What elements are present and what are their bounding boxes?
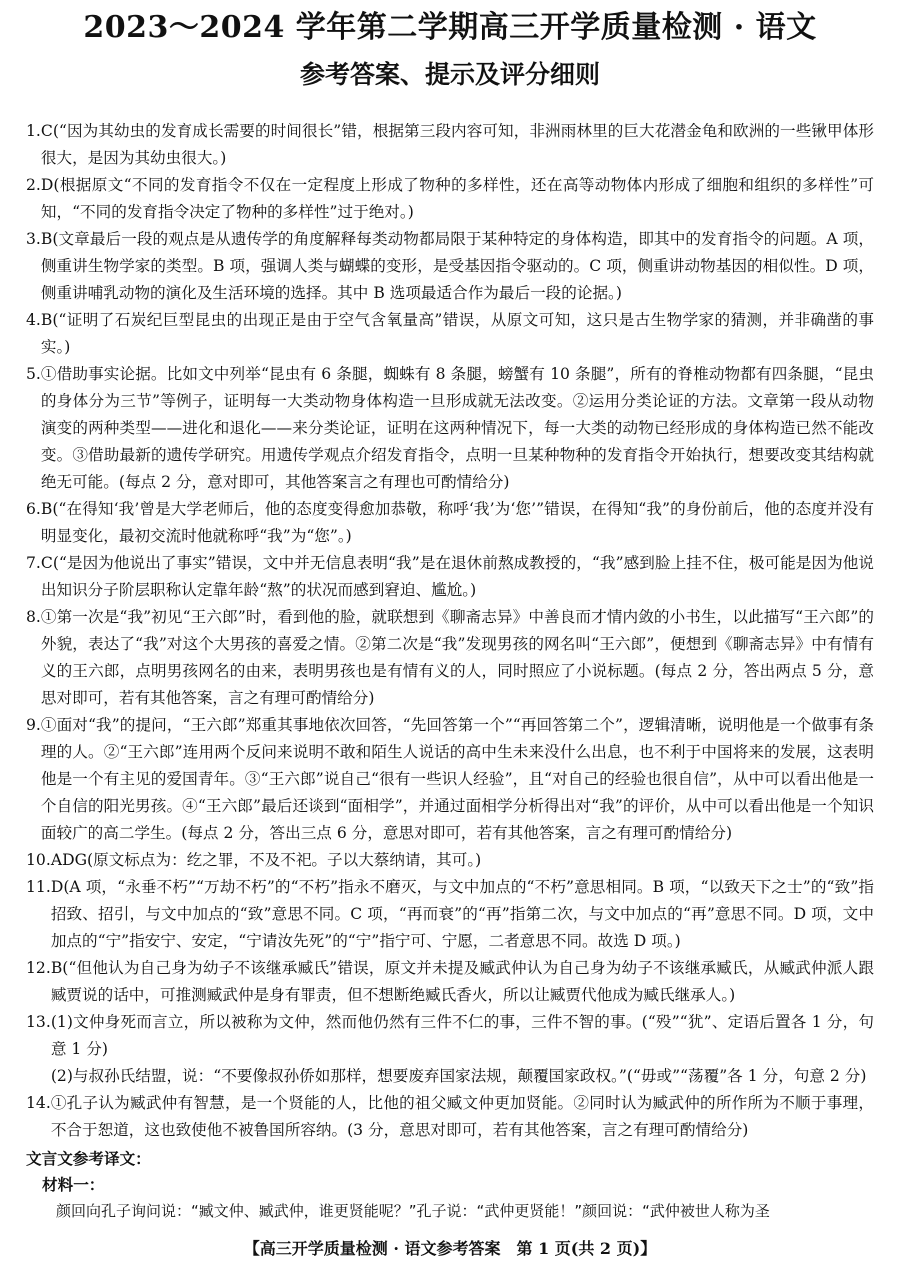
answer-text: C(“因为其幼虫的发育成长需要的时间很长”错，根据第三段内容可知，非洲雨林里的巨大花潜金龟和欧洲的一些锹甲体形很大，是因为其幼虫很大。)	[40, 122, 874, 167]
answer-item	[26, 712, 874, 847]
answer-number: 8.	[26, 608, 41, 626]
answer-item	[26, 955, 874, 1009]
answer-number: 7.	[26, 554, 41, 572]
answer-item	[26, 307, 874, 361]
answer-text: D(A 项，“永垂不朽”“万劫不朽”的“不朽”指永不磨灭，与文中加点的“不朽”意思相同。B 项，“以致天下之士”的“致”指招致、招引，与文中加点的“致”意思不同。C 项，“再而衰”的“再”指第二次，与文中加点的“再”意思不同。D 项，文中加点的“宁”指安宁、安定，“宁请汝先死”的“宁”指宁可、宁愿，二者意思不同。故选 D 项。)	[50, 878, 874, 950]
answer-number: 11.	[26, 878, 51, 896]
answer-number: 6.	[26, 500, 41, 518]
answer-text: B(“在得知‘我’曾是大学老师后，他的态度变得愈加恭敬，称呼‘我’为‘您’”错误，在得知“我”的身份前后，他的态度并没有明显变化，最初交流时他就称呼“我”为“您”。)	[40, 500, 874, 545]
answer-item	[26, 847, 874, 874]
material-label: 材料一：	[42, 1175, 105, 1194]
document-subtitle: 参考答案、提示及评分细则	[299, 60, 600, 89]
answer-text: (1)文仲身死而言立，所以被称为文仲，然而他仍然有三件不仁的事，三件不智的事。(“殁”“犹”、定语后置各 1 分，句意 1 分)	[50, 1013, 874, 1058]
answer-item	[26, 172, 874, 226]
answer-number: 2.	[26, 176, 41, 194]
translation-section	[26, 1146, 874, 1224]
answer-number: 4.	[26, 311, 41, 329]
answer-item	[26, 361, 874, 496]
answer-text-part2: (2)与叔孙氏结盟，说：“不要像叔孙侨如那样，想要废弃国家法规，颠覆国家政权。”(“毋或”“荡覆”各 1 分，句意 2 分)	[50, 1067, 867, 1085]
answer-number: 12.	[26, 959, 51, 977]
answer-text: B(“但他认为自己身为幼子不该继承臧氏”错误，原文并未提及臧武仲认为自己身为幼子不该继承臧氏，从臧武仲派人跟臧贾说的话中，可推测臧武仲是身有罪责，但不想断绝臧氏香火，所以让臧贾代他成为臧氏继承人。)	[50, 959, 874, 1004]
answer-text: ①第一次是“我”初见“王六郎”时，看到他的脸，就联想到《聊斋志异》中善良而才情内敛的小书生，以此描写“王六郎”的外貌，表达了“我”对这个大男孩的喜爱之情。②第二次是“我”发现男孩的网名叫“王六郎”，便想到《聊斋志异》中有情有义的王六郎，点明男孩网名的由来，表明男孩也是有情有义的人，同时照应了小说标题。(每点 2 分，答出两点 5 分，意思对即可，若有其他答案，言之有理可酌情给分)	[40, 608, 874, 707]
answer-number: 1.	[26, 122, 41, 140]
answer-number: 3.	[26, 230, 41, 248]
answer-item	[26, 550, 874, 604]
document-title: 2023～2024 学年第二学期高三开学质量检测 · 语文	[83, 10, 817, 45]
answer-item	[26, 1090, 874, 1144]
answer-item	[26, 226, 874, 307]
answer-item	[26, 604, 874, 712]
answer-text: ①面对“我”的提问，“王六郎”郑重其事地依次回答，“先回答第一个”“再回答第二个”，逻辑清晰，说明他是一个做事有条理的人。②“王六郎”连用两个反问来说明不敢和陌生人说话的高中生未来没什么出息，也不利于中国将来的发展，这表明他是一个有主见的爱国青年。③“王六郎”说自己“很有一些识人经验”，且“对自己的经验也很自信”，从中可以看出他是一个自信的阳光男孩。④“王六郎”最后还谈到“面相学”，并通过面相学分析得出对“我”的评价，从中可以看出他是一个知识面较广的高二学生。(每点 2 分，答出三点 6 分，意思对即可，若有其他答案，言之有理可酌情给分)	[40, 716, 874, 842]
answer-list	[26, 118, 874, 1144]
answer-number: 13.	[26, 1013, 51, 1031]
translation-heading: 文言文参考译文：	[26, 1149, 151, 1168]
page-footer: 【高三开学质量检测 · 语文参考答案 第 1 页(共 2 页)】	[243, 1239, 657, 1258]
answer-text: ADG(原文标点为：纥之罪，不及不祀。子以大蔡纳请，其可。)	[50, 851, 482, 869]
answer-item	[26, 1009, 874, 1090]
answer-text: B(文章最后一段的观点是从遗传学的角度解释每类动物都局限于某种特定的身体构造，即其中的发育指令的问题。A 项，侧重讲生物学家的类型。B 项，强调人类与蝴蝶的变形，是受基因指令驱动的。C 项，侧重讲动物基因的相似性。D 项，侧重讲哺乳动物的演化及生活环境的选择。其中 B 选项最适合作为最后一段的论据。)	[40, 230, 874, 302]
answer-number: 5.	[26, 365, 41, 383]
translation-text: 颜回向孔子询问说：“臧文仲、臧武仲，谁更贤能呢？”孔子说：“武仲更贤能！”颜回说：“武仲被世人称为圣	[56, 1202, 770, 1220]
answer-number: 9.	[26, 716, 41, 734]
answer-text: ①借助事实论据。比如文中列举“昆虫有 6 条腿，蜘蛛有 8 条腿，螃蟹有 10 条腿”，所有的脊椎动物都有四条腿，“昆虫的身体分为三节”等例子，证明每一大类动物身体构造一旦形成就无法改变。②运用分类论证的方法。文章第一段从动物演变的两种类型——进化和退化——来分类论证，证明在这两种情况下，每一大类的动物已经形成的身体构造已然不能改变。③借助最新的遗传学研究。用遗传学观点介绍发育指令，点明一旦某种物种的发育指令开始执行，想要改变其结构就绝无可能。(每点 2 分，意对即可，其他答案言之有理也可酌情给分)	[40, 365, 874, 491]
answer-item	[26, 496, 874, 550]
answer-text: C(“是因为他说出了事实”错误，文中并无信息表明“我”是在退休前熬成教授的，“我”感到脸上挂不住，极可能是因为他说出知识分子阶层职称认定靠年龄“熬”的状况而感到窘迫、尴尬。)	[40, 554, 874, 599]
answer-text: D(根据原文“不同的发育指令不仅在一定程度上形成了物种的多样性，还在高等动物体内形成了细胞和组织的多样性”可知，“不同的发育指令决定了物种的多样性”过于绝对。)	[40, 176, 874, 221]
answer-number: 14.	[26, 1094, 51, 1112]
answer-item	[26, 874, 874, 955]
answer-item	[26, 118, 874, 172]
answer-text: ①孔子认为臧武仲有智慧，是一个贤能的人，比他的祖父臧文仲更加贤能。②同时认为臧武仲的所作所为不顺于事理，不合于恕道，这也致使他不被鲁国所容纳。(3 分，意思对即可，若有其他答案，言之有理可酌情给分)	[50, 1094, 874, 1139]
answer-number: 10.	[26, 851, 51, 869]
answer-text: B(“证明了石炭纪巨型昆虫的出现正是由于空气含氧量高”错误，从原文可知，这只是古生物学家的猜测，并非确凿的事实。)	[40, 311, 874, 356]
